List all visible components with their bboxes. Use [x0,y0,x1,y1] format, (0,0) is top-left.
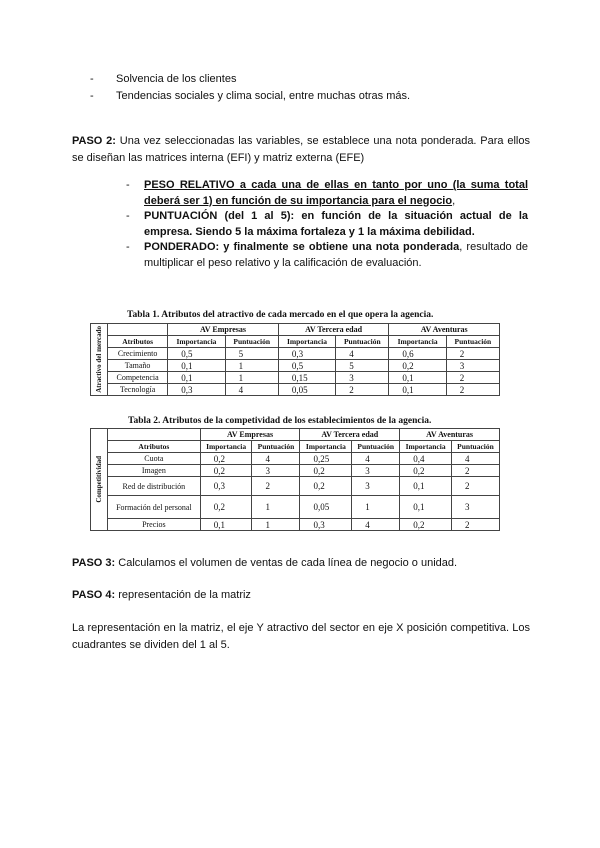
table-row [91,372,500,384]
value-cell: 2 [451,519,499,531]
attribute-cell: Tamaño [108,360,168,372]
attribute-cell: Cuota [108,453,201,465]
value-cell: 0,1 [168,372,225,384]
value-cell: 1 [225,372,278,384]
empty-corner-cell [108,324,168,336]
list-item [126,209,528,240]
value-cell: 3 [352,477,400,496]
value-cell: 0,1 [200,519,252,531]
attribute-cell: Crecimiento [108,348,168,360]
value-cell: 2 [336,384,389,396]
peso-relativo-text: PESO RELATIVO a cada una de ellas en tanto por uno (la suma total deberá ser 1) en función de su importancia para el negocio [144,179,528,207]
list-item [90,88,410,105]
column-header: Puntuación [225,336,278,348]
side-label: Atractivo del mercado [95,326,103,393]
value-cell: 0,2 [300,465,352,477]
value-cell: 4 [336,348,389,360]
paso4-paragraph [72,587,530,604]
value-cell: 4 [225,384,278,396]
value-cell: 3 [336,372,389,384]
value-cell: 0,2 [400,465,452,477]
column-header: Puntuación [352,441,400,453]
intro-list [90,71,410,105]
value-cell: 0,6 [389,348,446,360]
value-cell: 0,4 [400,453,452,465]
value-cell: 0,5 [278,360,335,372]
peso-relativo-rest: , [452,194,456,207]
paso2-text: Una vez seleccionadas las variables, se establece una nota ponderada. Para ellos se diseñan las matrices interna (EFI) y matriz externa (EFE) [72,135,530,164]
attribute-cell: Tecnología [108,384,168,396]
value-cell: 4 [352,453,400,465]
value-cell: 4 [352,519,400,531]
dash-marker: - [90,73,94,85]
list-item-text: Solvencia de los clientes [116,73,237,85]
table1-title: Tabla 1. Atributos del atractivo de cada mercado en el que opera la agencia. [127,310,434,320]
table2-title: Tabla 2. Atributos de la competividad de los establecimientos de la agencia. [128,416,432,426]
paso3-label: PASO 3: [72,557,116,569]
table-row [91,496,500,519]
attribute-cell: Competencia [108,372,168,384]
table-row [91,348,500,360]
group-header: AV Aventuras [400,429,500,441]
table-subheader-row [91,441,500,453]
column-header: Importancia [168,336,225,348]
dash-marker: - [126,179,130,191]
paso3-paragraph [72,555,530,572]
value-cell: 2 [446,348,499,360]
value-cell: 5 [336,360,389,372]
value-cell: 2 [252,477,300,496]
table2 [90,428,500,531]
table-row [91,477,500,496]
attribute-cell: Precios [108,519,201,531]
table-header-row [91,429,500,441]
column-header: Importancia [278,336,335,348]
value-cell: 0,3 [200,477,252,496]
value-cell: 0,2 [400,519,452,531]
value-cell: 0,3 [278,348,335,360]
value-cell: 0,2 [389,360,446,372]
value-cell: 0,1 [168,360,225,372]
value-cell: 0,1 [400,496,452,519]
value-cell: 0,25 [300,453,352,465]
group-header: AV Empresas [168,324,279,336]
column-header: Puntuación [252,441,300,453]
value-cell: 2 [451,477,499,496]
group-header: AV Tercera edad [278,324,389,336]
table1 [90,323,500,396]
table-row [91,360,500,372]
value-cell: 0,05 [300,496,352,519]
column-header: Puntuación [451,441,499,453]
paso2-paragraph [72,133,530,167]
value-cell: 0,2 [200,453,252,465]
attr-header: Atributos [108,336,168,348]
value-cell: 0,05 [278,384,335,396]
side-label-cell [91,429,108,531]
puntuacion-text: PUNTUACIÓN (del 1 al 5) [144,210,291,222]
value-cell: 0,2 [200,465,252,477]
value-cell: 3 [252,465,300,477]
empty-corner-cell [108,429,201,441]
value-cell: 1 [352,496,400,519]
column-header: Importancia [400,441,452,453]
attr-header: Atributos [108,441,201,453]
value-cell: 0,2 [200,496,252,519]
value-cell: 2 [451,465,499,477]
column-header: Importancia [200,441,252,453]
value-cell: 0,3 [300,519,352,531]
attribute-cell: Imagen [108,465,201,477]
group-header: AV Tercera edad [300,429,400,441]
side-label-cell [91,324,108,396]
paso4-label: PASO 4: [72,589,116,601]
value-cell: 3 [451,496,499,519]
value-cell: 3 [446,360,499,372]
criteria-list [126,178,528,271]
dash-marker: - [126,210,130,222]
list-item [126,178,528,209]
puntuacion-rest: : en función de la situación actual de la empresa. Siendo 5 la máxima fortaleza y 1 la máxima debilidad. [144,210,529,238]
value-cell: 0,3 [168,384,225,396]
value-cell: 4 [252,453,300,465]
value-cell: 0,2 [300,477,352,496]
table-row [91,384,500,396]
column-header: Puntuación [446,336,499,348]
value-cell: 0,1 [389,372,446,384]
value-cell: 0,1 [400,477,452,496]
value-cell: 4 [451,453,499,465]
value-cell: 1 [225,360,278,372]
ponderado-text: PONDERADO: y finalmente se obtiene una nota ponderada [144,241,460,253]
group-header: AV Aventuras [389,324,500,336]
table-row [91,453,500,465]
value-cell: 0,15 [278,372,335,384]
table-row [91,465,500,477]
paso4-text: representación de la matriz [115,589,251,601]
table-header-row [91,324,500,336]
side-label: Competitividad [95,456,103,503]
value-cell: 1 [252,519,300,531]
group-header: AV Empresas [200,429,300,441]
table-row [91,519,500,531]
value-cell: 0,5 [168,348,225,360]
column-header: Importancia [300,441,352,453]
column-header: Puntuación [336,336,389,348]
ponderado-rest: , resultado de multiplicar el peso relativo y la calificación de evaluación. [144,241,529,269]
attribute-cell: Formación del personal [108,496,201,519]
value-cell: 2 [446,384,499,396]
list-item [90,71,410,88]
paso3-text: Calculamos el volumen de ventas de cada línea de negocio o unidad. [115,557,458,569]
dash-marker: - [126,241,130,253]
column-header: Importancia [389,336,446,348]
value-cell: 3 [352,465,400,477]
list-item-text: Tendencias sociales y clima social, entre muchas otras más. [116,90,411,102]
paso2-label: PASO 2: [72,135,116,147]
table-subheader-row [91,336,500,348]
closing-paragraph: La representación en la matriz, el eje Y atractivo del sector en eje X posición competitiva. Los cuadrantes se dividen del 1 al 5. [72,622,530,651]
value-cell: 0,1 [389,384,446,396]
value-cell: 5 [225,348,278,360]
value-cell: 1 [252,496,300,519]
value-cell: 2 [446,372,499,384]
list-item [126,240,528,271]
attribute-cell: Red de distribución [108,477,201,496]
dash-marker: - [90,90,94,102]
